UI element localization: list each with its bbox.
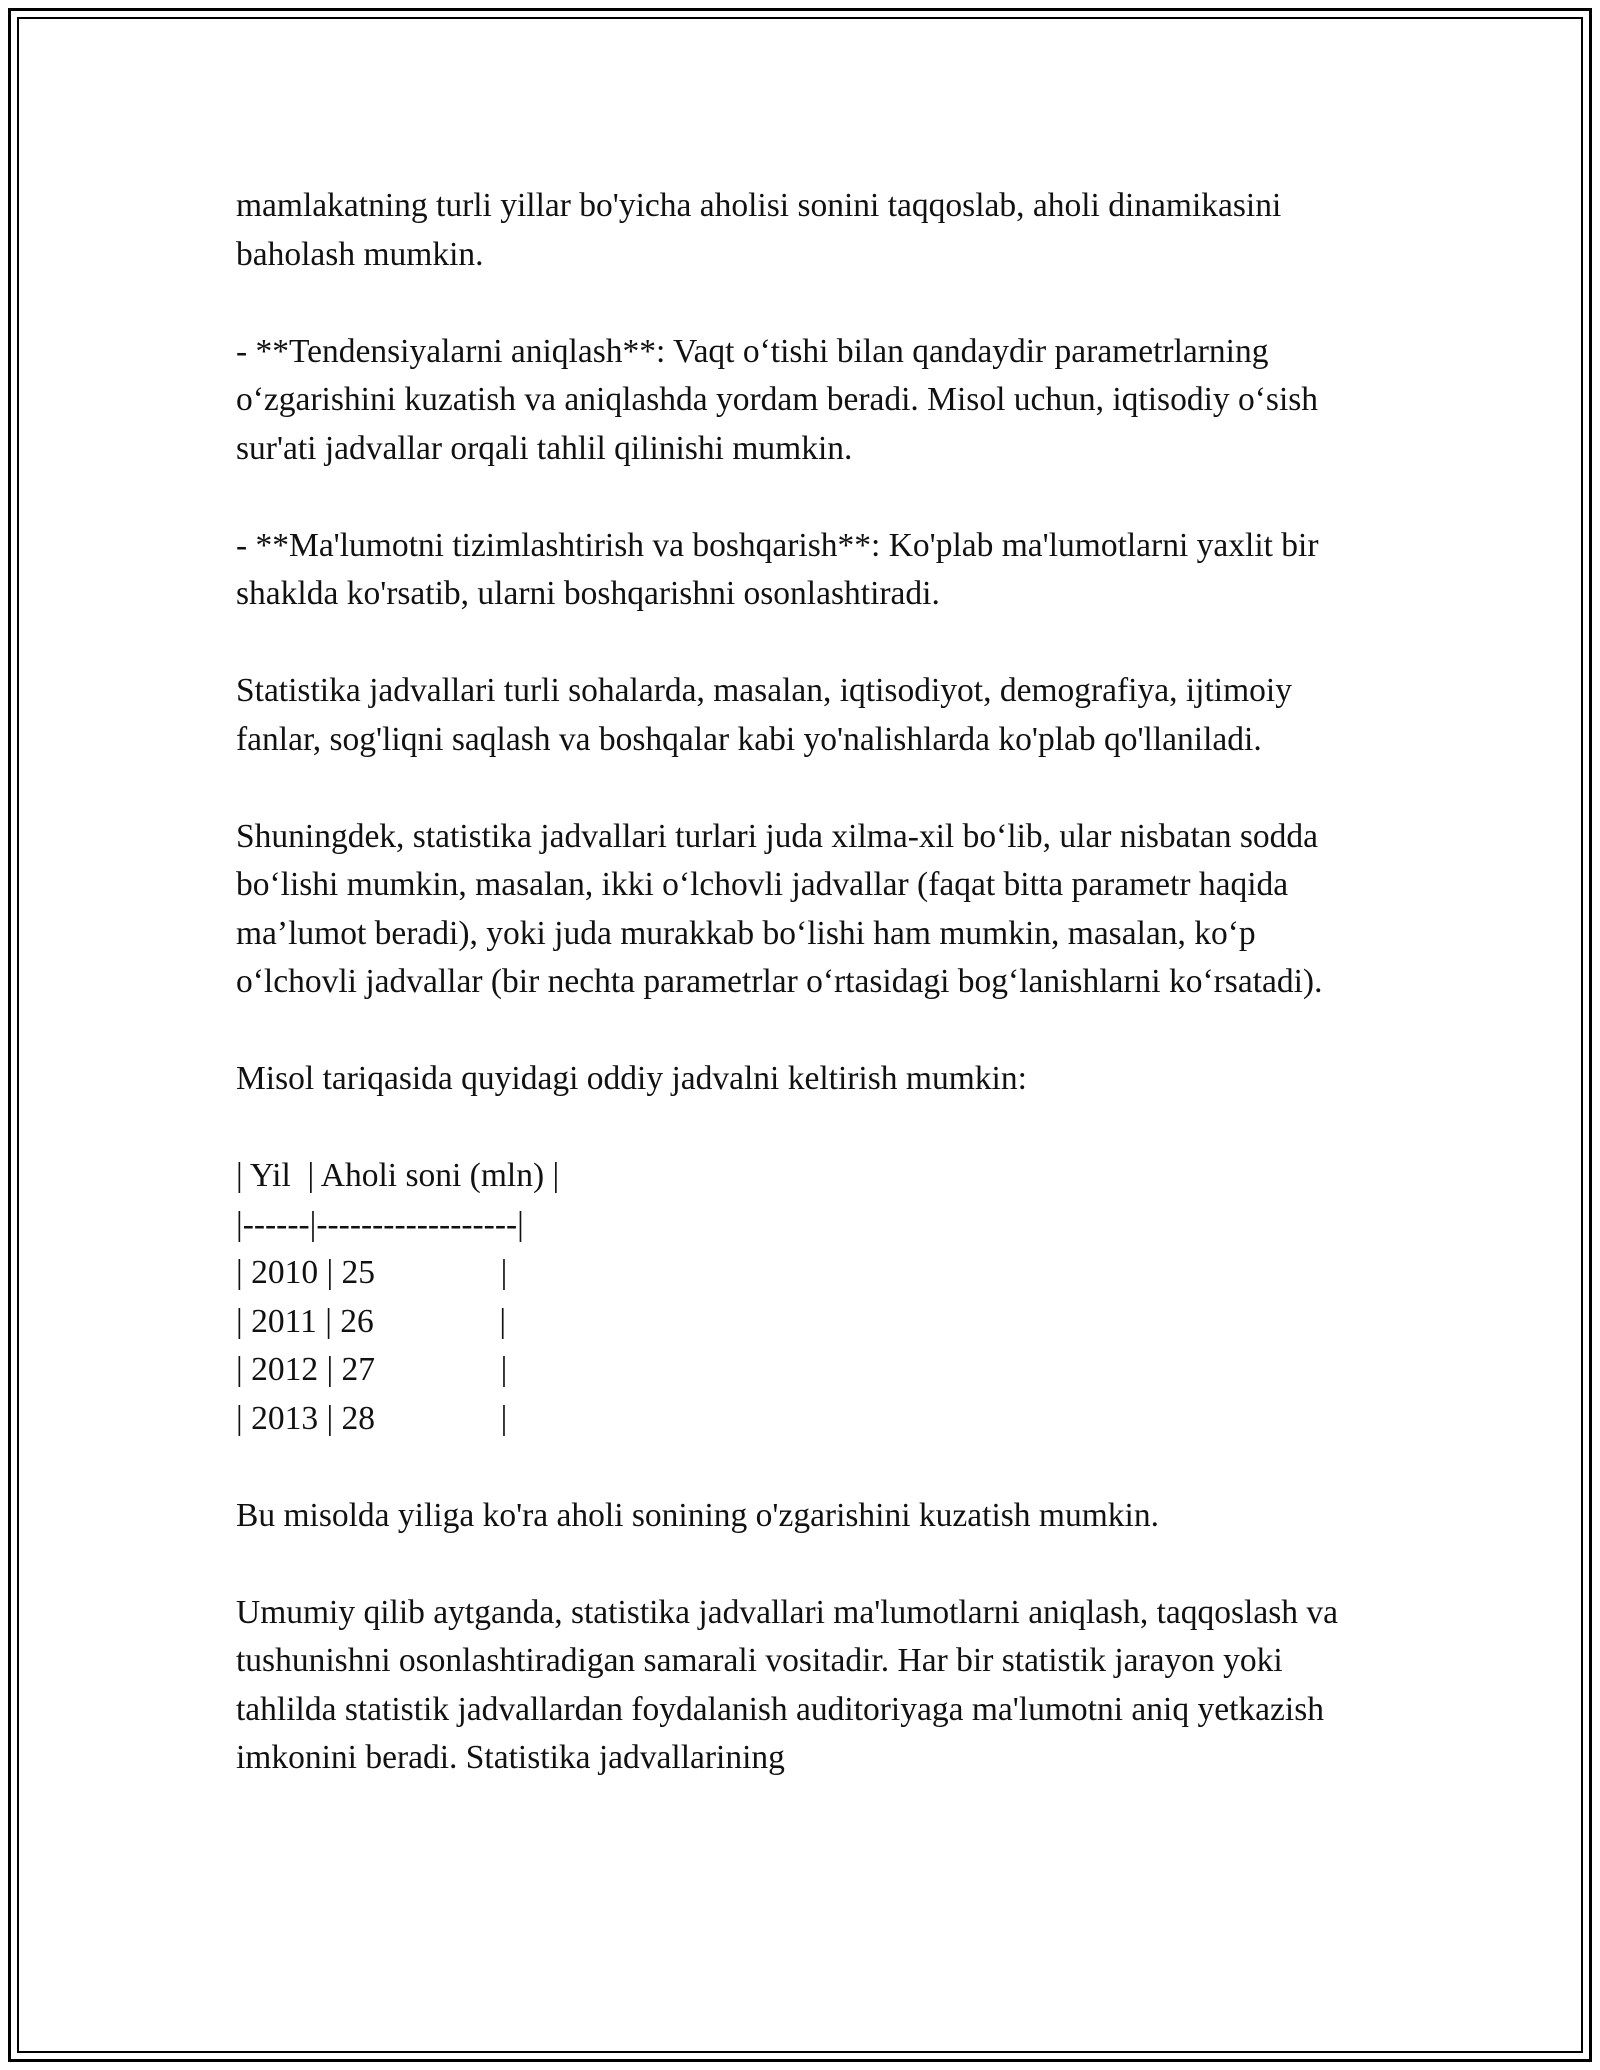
population-table (236, 1152, 1376, 1443)
paragraph-example-intro: Misol tariqasida quyidagi oddiy jadvalni keltirish mumkin: (236, 1060, 1027, 1097)
document-body (236, 182, 1376, 1831)
table-header-row: | Yil | Aholi soni (mln) | (236, 1157, 560, 1194)
paragraph-example-conclusion: Bu misolda yiliga ko'ra aholi sonining o'zgarishini kuzatish mumkin. (236, 1496, 1159, 1534)
table-row: | 2010 | 25 | (236, 1254, 508, 1291)
table-row: | 2012 | 27 | (236, 1351, 508, 1388)
paragraph-trends: - **Tendensiyalarni aniqlash**: Vaqt oʻtishi bilan qandaydir parametrlarning oʻzgarishini kuzatish va aniqlashda yordam beradi. Misol uchun, iqtisodiy oʻsish sur'ati jadvallar orqali tahlil qilinishi mumkin. (236, 332, 1319, 467)
paragraph-summary: Umumiy qilib aytganda, statistika jadvallari ma'lumotlarni aniqlash, taqqoslash va tushunishni osonlashtiradigan samarali vositadir. Har bir statistik jarayon yoki tahlilda statistik jadvallardan foydalanish auditoriyaga ma'lumotni aniq yetkazish imkonini beradi. Statistika jadvallarining (236, 1593, 1338, 1776)
paragraph-population-dynamics: mamlakatning turli yillar bo'yicha aholisi sonini taqqoslab, aholi dinamikasini baholash mumkin. (236, 187, 1282, 273)
table-separator-row: |------|------------------| (236, 1205, 524, 1243)
paragraph-table-types: Shuningdek, statistika jadvallari turlari juda xilma-xil boʻlib, ular nisbatan sodda boʻlishi mumkin, masalan, ikki oʻlchovli jadvallar (faqat bitta parametr haqida ma’lumot beradi), yoki juda murakkab boʻlishi ham mumkin, masalan, koʻp oʻlchovli jadvallar (bir nechta parametrlar oʻrtasidagi bogʻlanishlarni koʻrsatadi). (236, 817, 1323, 1000)
paragraph-systematization: - **Ma'lumotni tizimlashtirish va boshqarish**: Ko'plab ma'lumotlarni yaxlit bir shaklda ko'rsatib, ularni boshqarishni osonlashtiradi. (236, 526, 1319, 612)
table-row: | 2011 | 26 | (236, 1302, 507, 1340)
table-row: | 2013 | 28 | (236, 1399, 508, 1437)
paragraph-fields-of-use: Statistika jadvallari turli sohalarda, masalan, iqtisodiyot, demografiya, ijtimoiy fanlar, sog'liqni saqlash va boshqalar kabi yo'nalishlarda ko'plab qo'llaniladi. (236, 672, 1292, 758)
